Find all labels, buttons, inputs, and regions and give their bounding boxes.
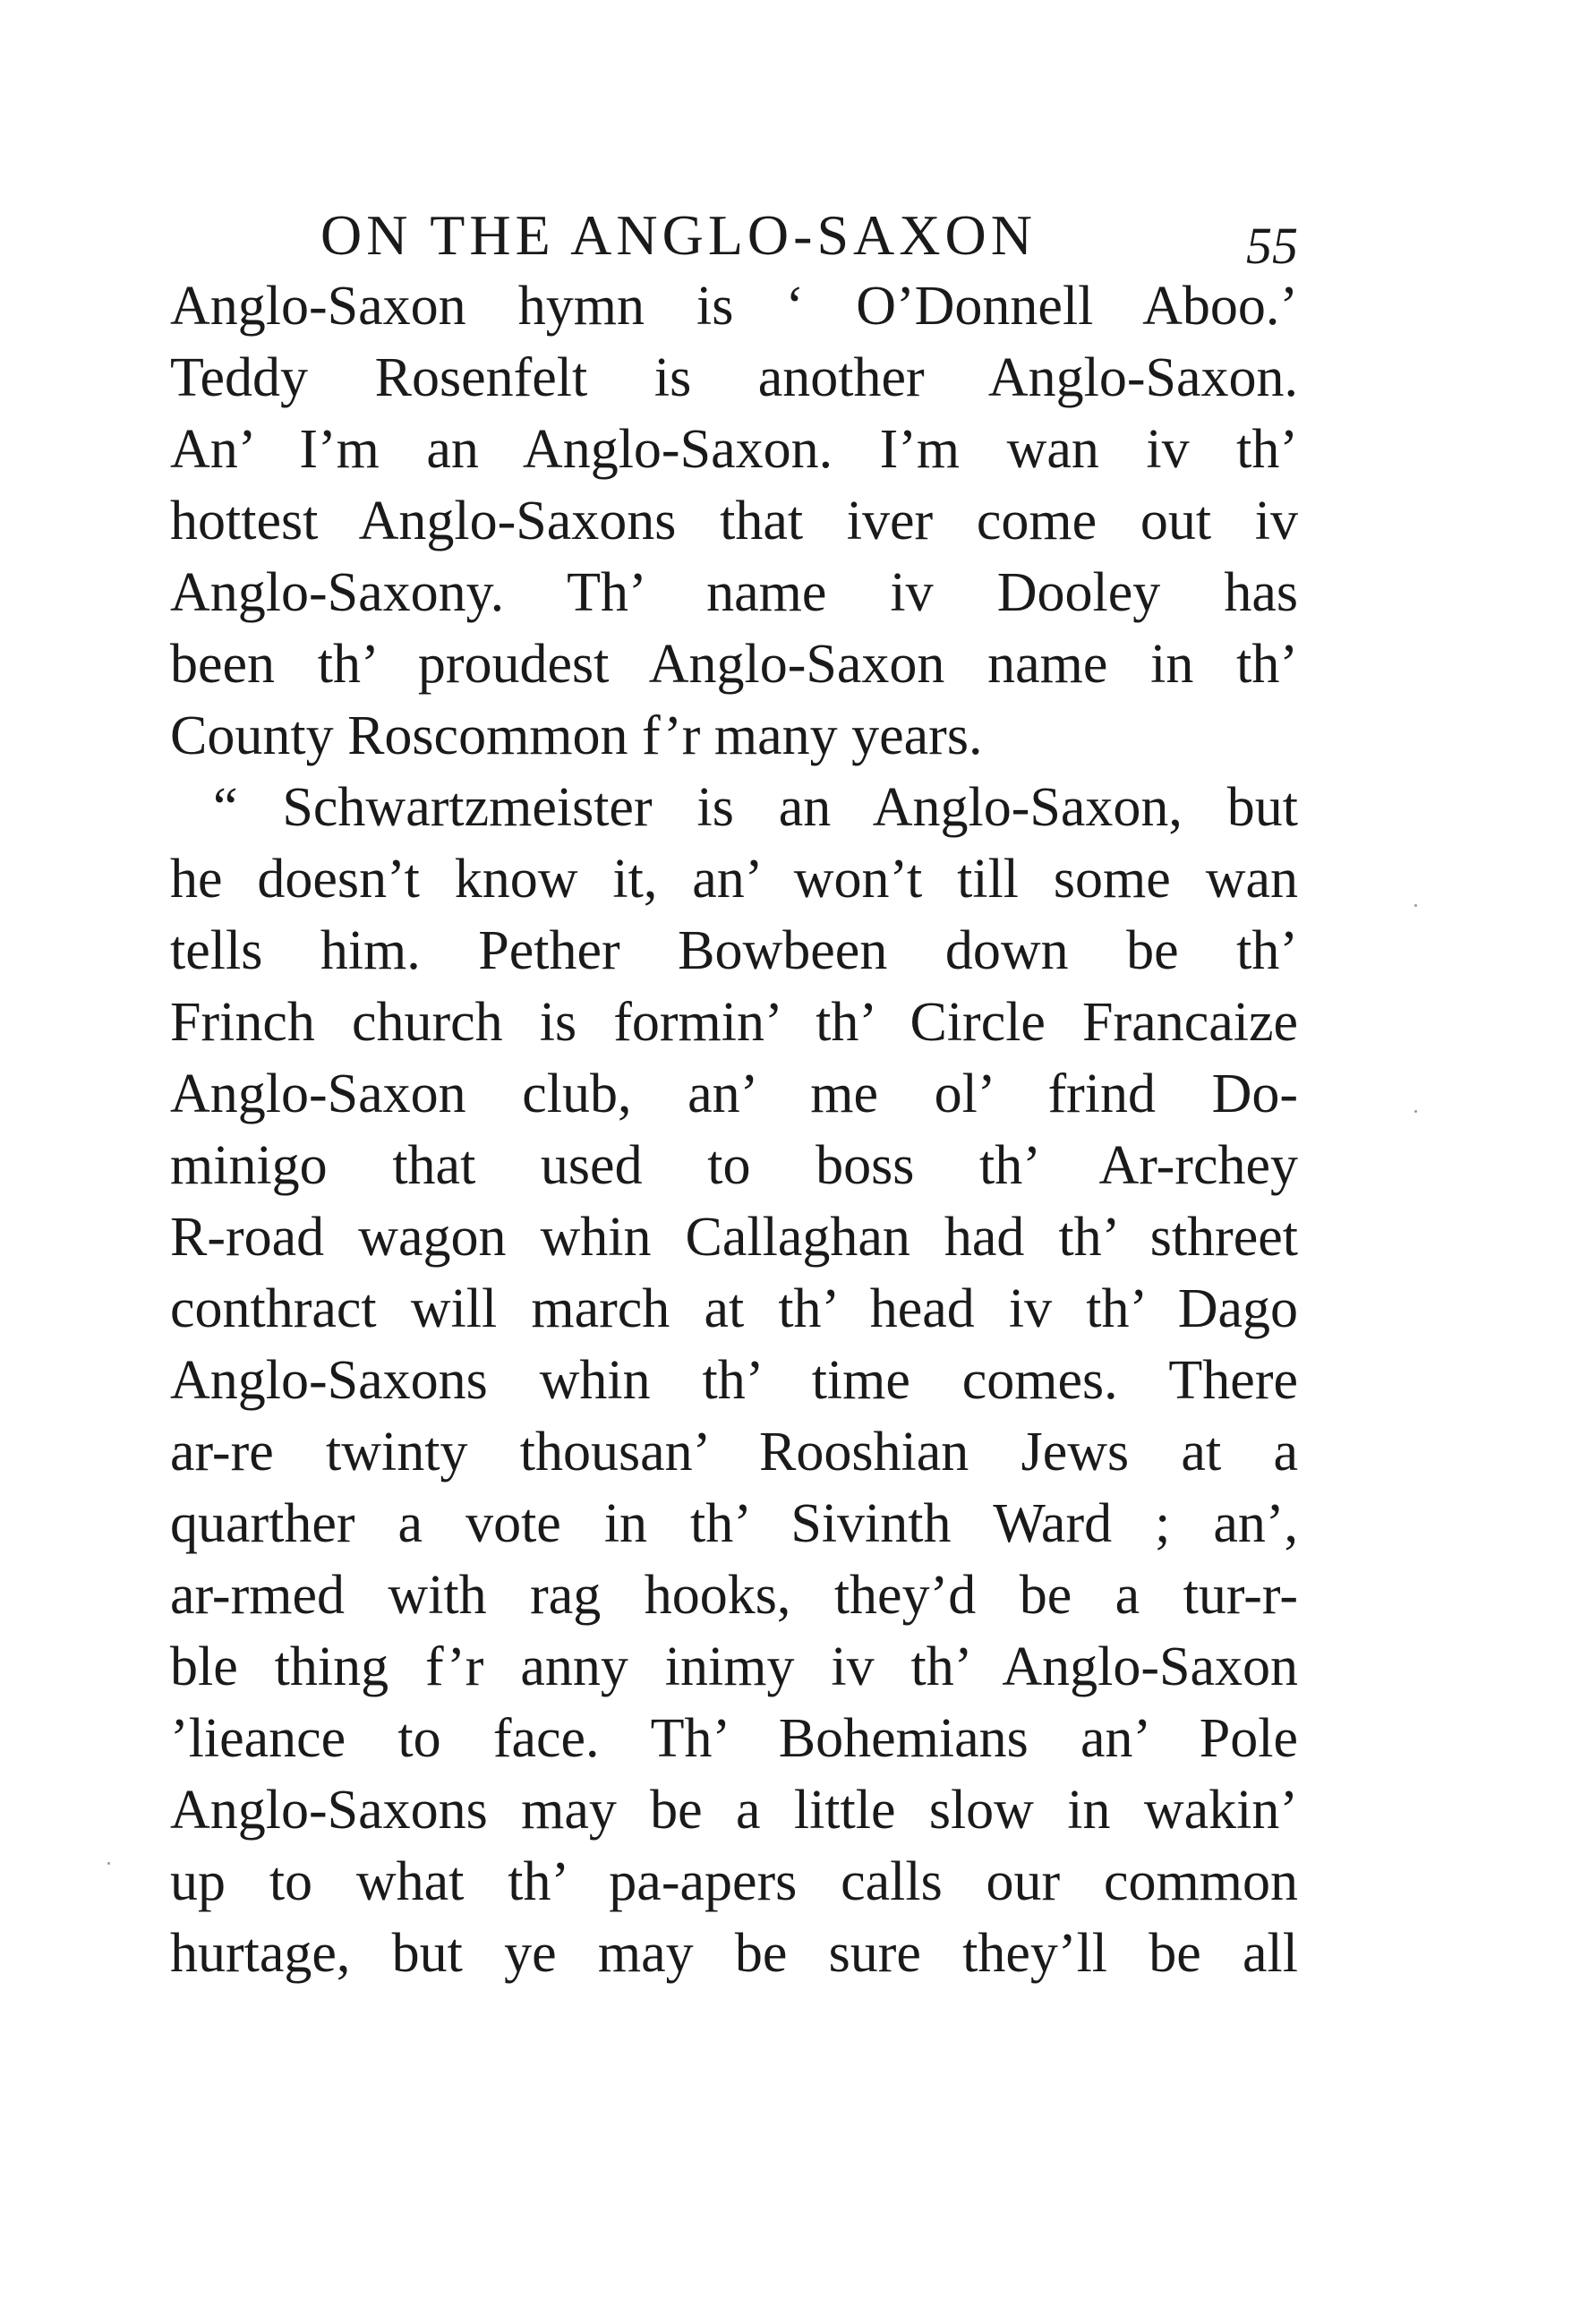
text-line: Teddy Rosenfelt is another Anglo-Saxon. — [170, 347, 1298, 408]
text-line: Anglo-Saxons may be a little slow in wakin’ — [170, 1780, 1298, 1841]
text-line: ble thing f’r anny inimy iv th’ Anglo-Saxon — [170, 1636, 1298, 1697]
text-line: ’lieance to face. Th’ Bohemians an’ Pole — [170, 1708, 1298, 1769]
text-line: been th’ proudest Anglo-Saxon name in th’ — [170, 634, 1298, 695]
text-line: Anglo-Saxons whin th’ time comes. There — [170, 1350, 1298, 1411]
text-line: hottest Anglo-Saxons that iver come out iv — [170, 491, 1298, 551]
text-line: R-road wagon whin Callaghan had th’ sthreet — [170, 1207, 1298, 1268]
text-line: he doesn’t know it, an’ won’t till some wan — [170, 849, 1298, 910]
body-text — [170, 270, 1298, 1989]
text-line: Anglo-Saxony. Th’ name iv Dooley has — [170, 562, 1298, 623]
page-number: 55 — [1246, 217, 1298, 275]
running-head — [170, 195, 1298, 276]
text-line: tells him. Pether Bowbeen down be th’ — [170, 920, 1298, 981]
text-line: ar-rmed with rag hooks, they’d be a tur-r- — [170, 1565, 1298, 1626]
paragraph-end-line: County Roscommon f’r many years. — [170, 705, 983, 766]
running-title: ON THE ANGLO-SAXON — [320, 203, 1037, 267]
text-line: conthract will march at th’ head iv th’ Dago — [170, 1278, 1298, 1339]
text-line: Frinch church is formin’ th’ Circle Francaize — [170, 992, 1298, 1053]
text-line: minigo that used to boss th’ Ar-rchey — [170, 1135, 1298, 1196]
text-line: ar-re twinty thousan’ Rooshian Jews at a — [170, 1422, 1298, 1482]
text-line: Anglo-Saxon club, an’ me ol’ frind Do- — [170, 1064, 1298, 1124]
text-line: An’ I’m an Anglo-Saxon. I’m wan iv th’ — [170, 419, 1298, 480]
paragraph-start-line: “ Schwartzmeister is an Anglo-Saxon, but — [213, 777, 1298, 838]
text-line: Anglo-Saxon hymn is ‘ O’Donnell Aboo.’ — [170, 276, 1298, 337]
paper-speck — [107, 1862, 110, 1865]
text-line: quarther a vote in th’ Sivinth Ward ; an’, — [170, 1493, 1298, 1554]
paper-speck — [1414, 904, 1417, 907]
paper-speck — [1414, 1110, 1417, 1113]
text-line: hurtage, but ye may be sure they’ll be all — [170, 1923, 1298, 1984]
text-line: up to what th’ pa-apers calls our common — [170, 1851, 1298, 1912]
